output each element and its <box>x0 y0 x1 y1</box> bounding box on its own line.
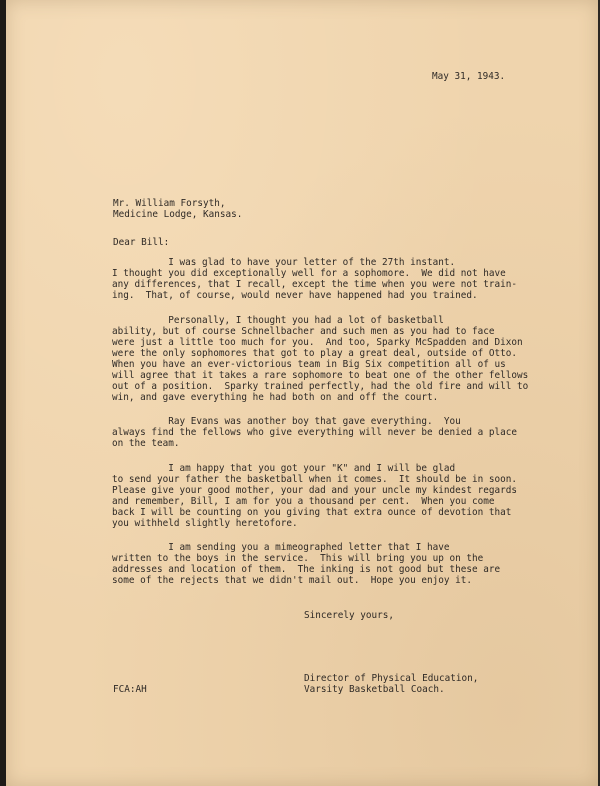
body-line: I am happy that you got your "K" and I will be glad <box>112 463 456 474</box>
body-line: any differences, that I recall, except the time when you were not train- <box>112 279 518 290</box>
body-line: and remember, Bill, I am for you a thousand per cent. When you come <box>112 496 495 507</box>
body-line: you withheld slightly heretofore. <box>112 518 298 529</box>
letter-date: May 31, 1943. <box>432 71 506 82</box>
paragraph-2 <box>112 315 582 403</box>
body-line: back I will be counting on you giving that extra ounce of devotion that <box>112 507 512 518</box>
body-line: some of the rejects that we didn't mail out. Hope you enjoy it. <box>112 575 473 586</box>
body-line: will agree that it takes a rare sophomore to beat one of the other fellows <box>112 370 529 381</box>
body-line: Please give your good mother, your dad and your uncle my kindest regards <box>112 485 518 496</box>
salutation: Dear Bill: <box>113 237 170 248</box>
body-line: always find the fellows who give everything will never be denied a place <box>112 427 518 438</box>
body-line: ing. That, of course, would never have happened had you trained. <box>112 290 478 301</box>
paragraph-3 <box>112 416 582 449</box>
body-line: out of a position. Sparky trained perfectly, had the old fire and will to <box>112 381 529 392</box>
signature-title-2: Varsity Basketball Coach. <box>304 684 445 695</box>
recipient-name: Mr. William Forsyth, <box>113 198 226 209</box>
recipient-address: Medicine Lodge, Kansas. <box>113 209 243 220</box>
closing: Sincerely yours, <box>304 610 395 621</box>
body-line: I am sending you a mimeographed letter that I have <box>112 542 450 553</box>
body-line: to send your father the basketball when it comes. It should be in soon. <box>112 474 518 485</box>
paragraph-5 <box>112 542 582 586</box>
body-line: I thought you did exceptionally well for a sophomore. We did not have <box>112 268 506 279</box>
body-line: Personally, I thought you had a lot of basketball <box>112 315 444 326</box>
body-line: were the only sophomores that got to play a great deal, outside of Otto. <box>112 348 518 359</box>
signature-title-1: Director of Physical Education, <box>304 673 479 684</box>
typist-initials: FCA:AH <box>113 684 147 695</box>
body-line: win, and gave everything he had both on and off the court. <box>112 392 439 403</box>
body-line: on the team. <box>112 438 180 449</box>
body-line: were just a little too much for you. And too, Sparky McSpadden and Dixon <box>112 337 523 348</box>
paragraph-1 <box>112 257 582 301</box>
body-line: written to the boys in the service. This will bring you up on the <box>112 553 484 564</box>
letter-page <box>6 0 598 786</box>
paragraph-4 <box>112 463 582 529</box>
body-line: addresses and location of them. The inking is not good but these are <box>112 564 501 575</box>
body-line: I was glad to have your letter of the 27th instant. <box>112 257 456 268</box>
body-line: Ray Evans was another boy that gave everything. You <box>112 416 461 427</box>
body-line: ability, but of course Schnellbacher and such men as you had to face <box>112 326 495 337</box>
body-line: When you have an ever-victorious team in Big Six competition all of us <box>112 359 506 370</box>
